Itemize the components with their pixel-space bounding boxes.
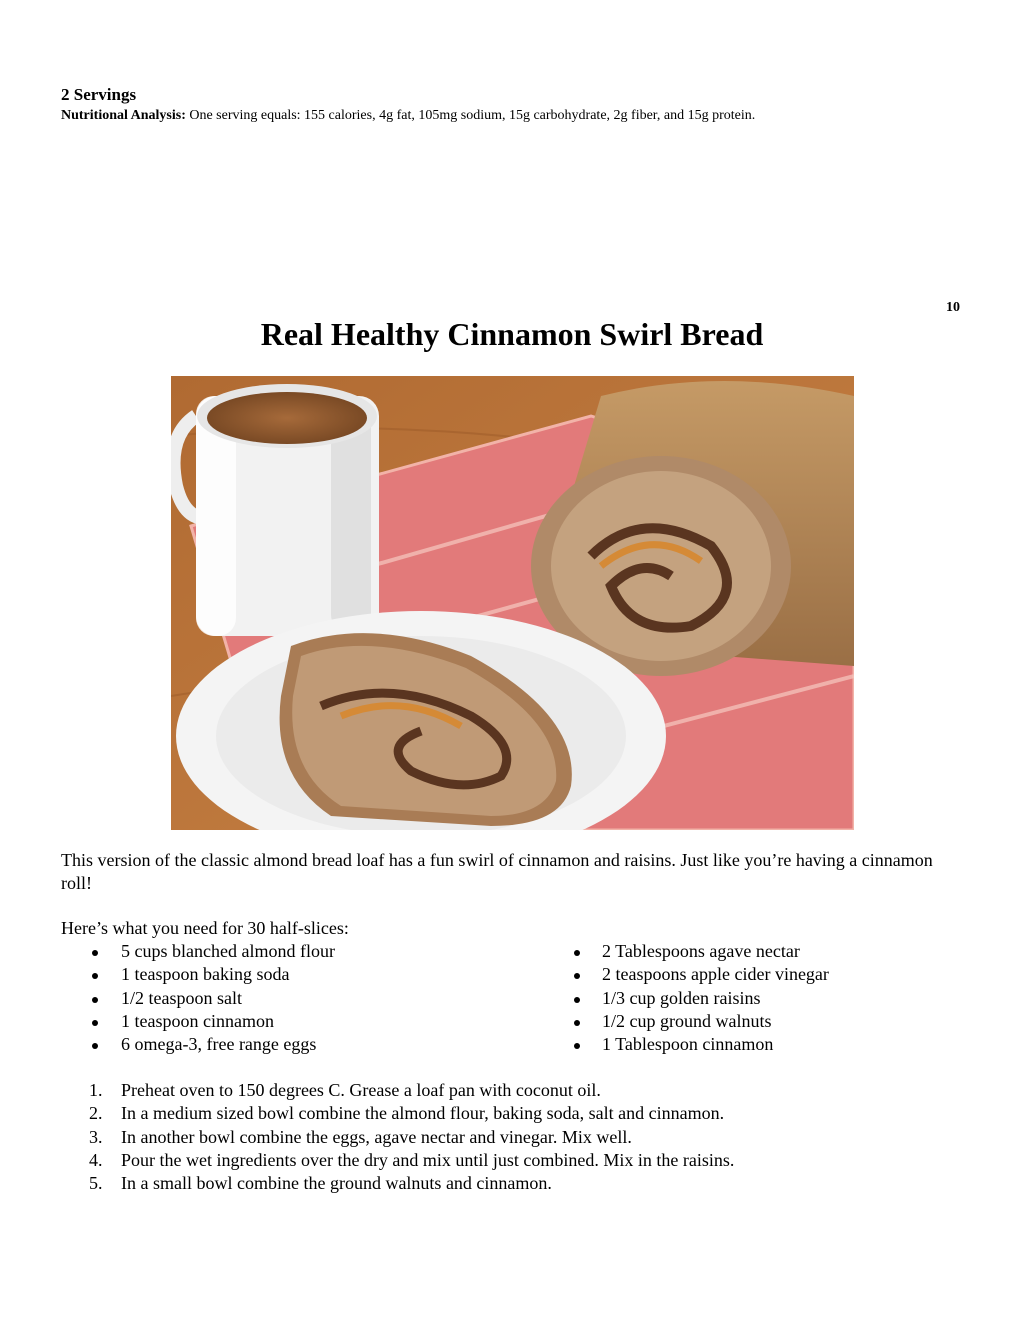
ingredient-text: 2 Tablespoons agave nectar (602, 941, 800, 961)
bullet-icon (92, 997, 98, 1003)
step-text: Preheat oven to 150 degrees C. Grease a loaf pan with coconut oil. (121, 1080, 601, 1100)
list-item (121, 964, 335, 987)
list-item (602, 988, 829, 1011)
list-item (121, 1011, 335, 1034)
nutrition-analysis (61, 108, 755, 124)
ingredient-text: 6 omega-3, free range eggs (121, 1034, 317, 1055)
step-number: 3. (89, 1126, 103, 1147)
list-item (121, 988, 335, 1011)
servings-heading: 2 Servings (61, 85, 137, 104)
ingredients-list-right (602, 941, 829, 1057)
step-number: 5. (89, 1173, 103, 1194)
recipe-intro: This version of the classic almond bread loaf has a fun swirl of cinnamon and raisins. Just like you’re having a cinnamon roll! (61, 850, 933, 893)
ingredient-text: 1 teaspoon cinnamon (121, 1010, 274, 1031)
step-number: 2. (89, 1103, 103, 1124)
bullet-icon (574, 997, 580, 1003)
list-item (602, 941, 829, 964)
list-item (602, 1034, 829, 1057)
step-text: In a small bowl combine the ground walnuts and cinnamon. (121, 1173, 552, 1194)
step-text: In another bowl combine the eggs, agave nectar and vinegar. Mix well. (121, 1126, 632, 1147)
ingredients-list-left (121, 941, 335, 1057)
ingredient-text: 1/3 cup golden raisins (602, 987, 761, 1008)
list-item (121, 1034, 335, 1057)
list-item (602, 1011, 829, 1034)
step-text: Pour the wet ingredients over the dry and mix until just combined. Mix in the raisins. (121, 1149, 735, 1170)
bullet-icon (574, 950, 580, 956)
bullet-icon (92, 950, 98, 956)
ingredient-text: 1/2 cup ground walnuts (602, 1010, 772, 1031)
ingredient-text: 2 teaspoons apple cider vinegar (602, 964, 829, 985)
bullet-icon (574, 973, 580, 979)
page-number: 10 (946, 300, 960, 315)
nutrition-text: One serving equals: 155 calories, 4g fat, 105mg sodium, 15g carbohydrate, 2g fiber, and 15g protein. (189, 108, 756, 123)
ingredient-text: 1/2 teaspoon salt (121, 987, 242, 1008)
step-number: 4. (89, 1149, 103, 1170)
bullet-icon (92, 1043, 98, 1049)
step-text: In a medium sized bowl combine the almond flour, baking soda, salt and cinnamon. (121, 1103, 725, 1124)
ingredient-text: 5 cups blanched almond flour (121, 941, 335, 961)
step-number: 1. (89, 1080, 103, 1100)
ingredients-heading: Here’s what you need for 30 half-slices: (61, 918, 349, 938)
bullet-icon (574, 1043, 580, 1049)
recipe-title: Real Healthy Cinnamon Swirl Bread (260, 316, 764, 352)
nutrition-label: Nutritional Analysis: (61, 108, 186, 123)
recipe-photo (171, 376, 854, 830)
bullet-icon (574, 1020, 580, 1026)
bullet-icon (92, 973, 98, 979)
list-item (121, 941, 335, 964)
bullet-icon (92, 1020, 98, 1026)
ingredient-text: 1 teaspoon baking soda (121, 964, 290, 985)
ingredient-text: 1 Tablespoon cinnamon (602, 1034, 774, 1055)
list-item (602, 964, 829, 987)
